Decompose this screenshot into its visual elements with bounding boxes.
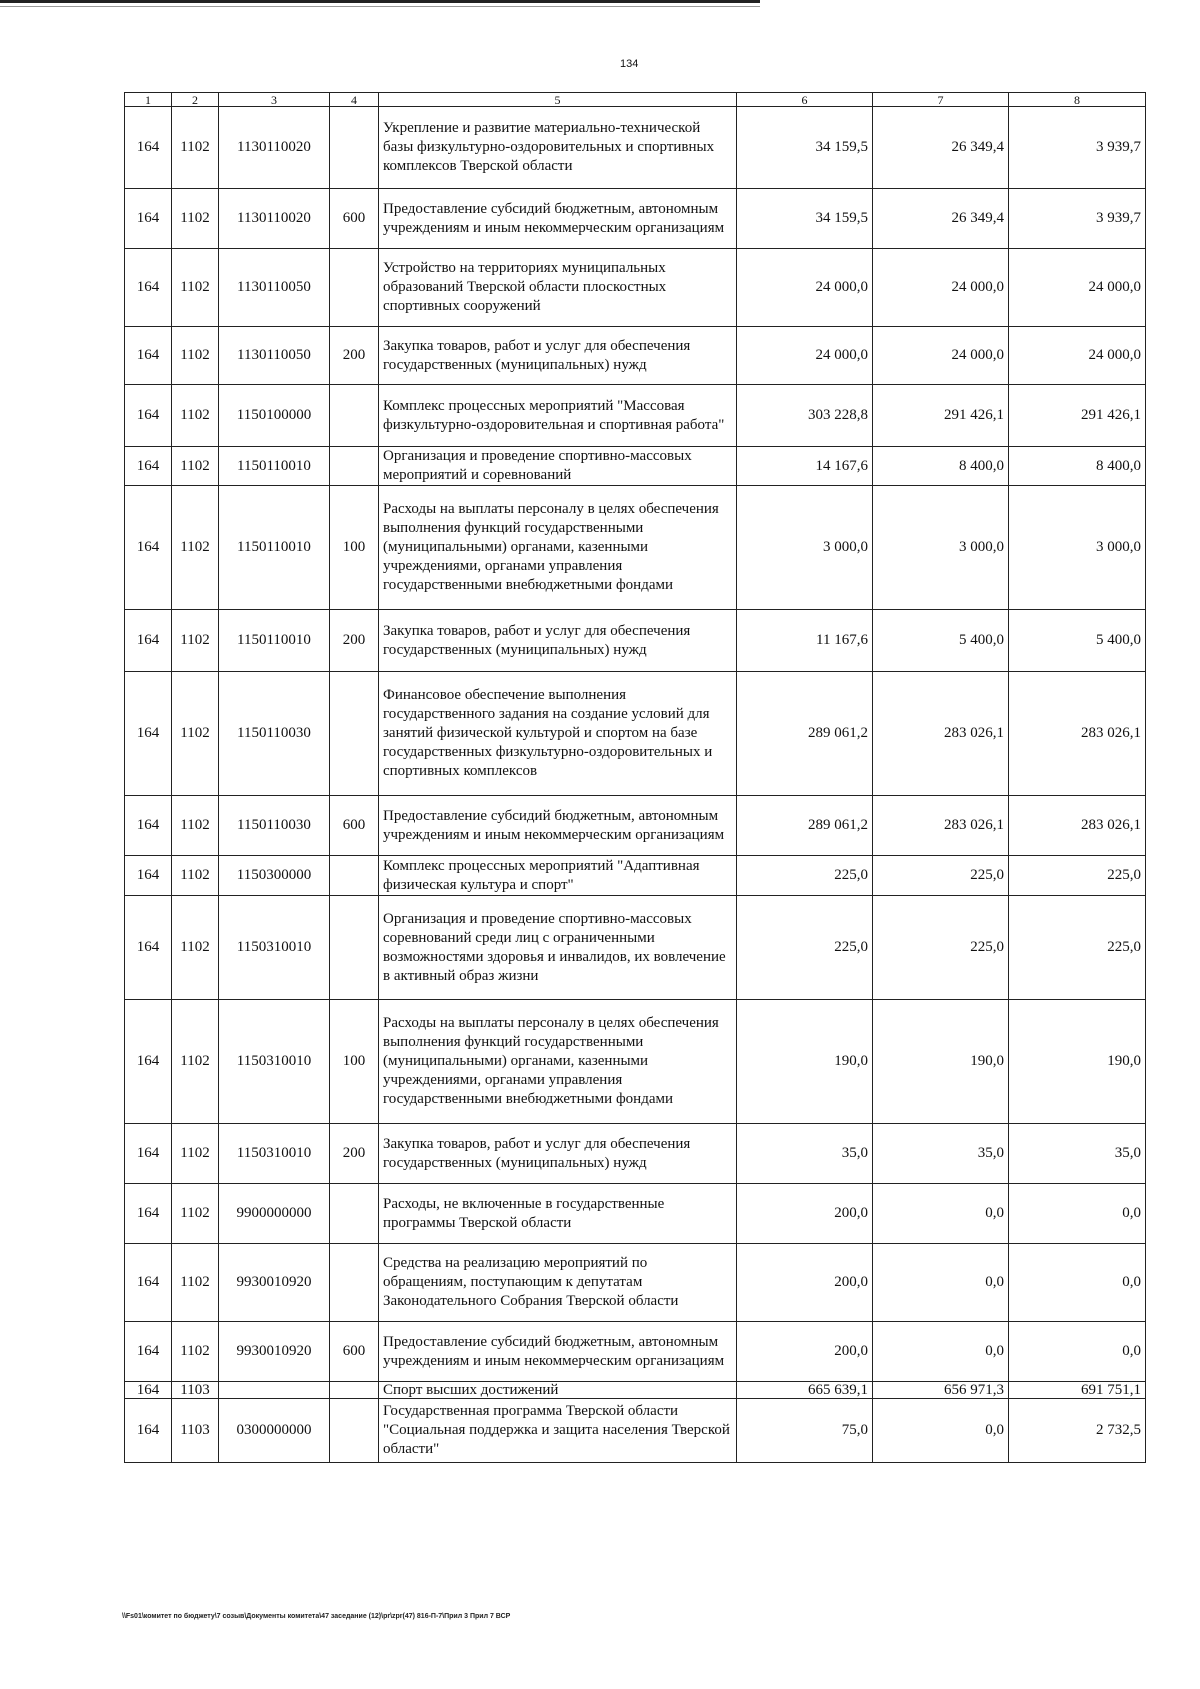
amount-col7-cell: 0,0 [873,1399,1009,1463]
amount-col7-cell: 0,0 [873,1184,1009,1244]
description-cell: Расходы на выплаты персоналу в целях обеспечения выполнения функций государственными (муниципальными) органами, казенными учреждениями, органами управления государственными внебюджетными фондами [379,1000,737,1124]
expense-type-cell [330,249,379,327]
amount-col6-cell: 75,0 [737,1399,873,1463]
section-code-cell: 1102 [172,1000,219,1124]
amount-col6-cell: 225,0 [737,896,873,1000]
expense-type-cell [330,385,379,447]
amount-col6-cell: 200,0 [737,1244,873,1322]
table-row [125,385,1146,447]
amount-col7-cell: 26 349,4 [873,107,1009,189]
section-code-cell: 1102 [172,1124,219,1184]
amount-col8-cell: 291 426,1 [1009,385,1146,447]
target-article-cell: 9900000000 [219,1184,330,1244]
amount-col7-cell: 26 349,4 [873,189,1009,249]
target-article-cell: 1150110010 [219,610,330,672]
amount-col6-cell: 11 167,6 [737,610,873,672]
page-number: 134 [620,58,639,70]
amount-col6-cell: 665 639,1 [737,1382,873,1399]
description-cell: Предоставление субсидий бюджетным, автономным учреждениям и иным некоммерческим организациям [379,796,737,856]
amount-col6-cell: 289 061,2 [737,672,873,796]
ministry-code-cell: 164 [125,1382,172,1399]
expense-type-cell: 200 [330,327,379,385]
target-article-cell: 1150310010 [219,1000,330,1124]
section-code-cell: 1102 [172,486,219,610]
column-number: 2 [172,93,219,107]
table-row [125,1124,1146,1184]
section-code-cell: 1102 [172,447,219,486]
description-cell: Государственная программа Тверской области "Социальная поддержка и защита населения Тверской области" [379,1399,737,1463]
column-number-row [125,93,1146,107]
amount-col7-cell: 190,0 [873,1000,1009,1124]
column-number: 7 [873,93,1009,107]
target-article-cell: 1150300000 [219,856,330,896]
description-cell: Расходы на выплаты персоналу в целях обеспечения выполнения функций государственными (муниципальными) органами, казенными учреждениями, органами управления государственными внебюджетными фондами [379,486,737,610]
amount-col8-cell: 283 026,1 [1009,796,1146,856]
amount-col8-cell: 0,0 [1009,1244,1146,1322]
table-row [125,1322,1146,1382]
section-code-cell: 1102 [172,856,219,896]
amount-col7-cell: 35,0 [873,1124,1009,1184]
section-code-cell: 1102 [172,385,219,447]
expense-type-cell [330,856,379,896]
table-row [125,1244,1146,1322]
target-article-cell: 1150100000 [219,385,330,447]
amount-col8-cell: 691 751,1 [1009,1382,1146,1399]
description-cell: Организация и проведение спортивно-массовых соревнований среди лиц с ограниченными возможностями здоровья и инвалидов, их вовлечение в активный образ жизни [379,896,737,1000]
amount-col6-cell: 24 000,0 [737,327,873,385]
description-cell: Предоставление субсидий бюджетным, автономным учреждениям и иным некоммерческим организациям [379,1322,737,1382]
ministry-code-cell: 164 [125,189,172,249]
ministry-code-cell: 164 [125,327,172,385]
section-code-cell: 1102 [172,610,219,672]
amount-col7-cell: 3 000,0 [873,486,1009,610]
amount-col8-cell: 3 939,7 [1009,107,1146,189]
section-code-cell: 1102 [172,896,219,1000]
description-cell: Организация и проведение спортивно-массовых мероприятий и соревнований [379,447,737,486]
amount-col6-cell: 34 159,5 [737,189,873,249]
expense-type-cell: 200 [330,610,379,672]
amount-col7-cell: 225,0 [873,896,1009,1000]
target-article-cell: 1130110020 [219,107,330,189]
table-row [125,486,1146,610]
target-article-cell: 1130110020 [219,189,330,249]
table-row [125,447,1146,486]
expense-type-cell [330,1399,379,1463]
amount-col8-cell: 24 000,0 [1009,327,1146,385]
ministry-code-cell: 164 [125,1399,172,1463]
amount-col8-cell: 0,0 [1009,1184,1146,1244]
ministry-code-cell: 164 [125,447,172,486]
table-row [125,107,1146,189]
amount-col8-cell: 3 000,0 [1009,486,1146,610]
description-cell: Финансовое обеспечение выполнения государственного задания на создание условий для занятий физической культурой и спортом на базе государственных физкультурно-оздоровительных и спортивных комплексов [379,672,737,796]
section-code-cell: 1102 [172,107,219,189]
description-cell: Предоставление субсидий бюджетным, автономным учреждениям и иным некоммерческим организациям [379,189,737,249]
amount-col7-cell: 0,0 [873,1244,1009,1322]
description-cell: Закупка товаров, работ и услуг для обеспечения государственных (муниципальных) нужд [379,327,737,385]
expense-type-cell: 100 [330,1000,379,1124]
amount-col8-cell: 225,0 [1009,896,1146,1000]
amount-col7-cell: 5 400,0 [873,610,1009,672]
ministry-code-cell: 164 [125,486,172,610]
ministry-code-cell: 164 [125,1124,172,1184]
amount-col8-cell: 3 939,7 [1009,189,1146,249]
ministry-code-cell: 164 [125,249,172,327]
description-cell: Средства на реализацию мероприятий по обращениям, поступающим к депутатам Законодательного Собрания Тверской области [379,1244,737,1322]
amount-col8-cell: 24 000,0 [1009,249,1146,327]
section-code-cell: 1102 [172,249,219,327]
scan-top-line-thin [0,6,760,7]
ministry-code-cell: 164 [125,385,172,447]
table-row [125,327,1146,385]
scan-top-line [0,0,760,3]
amount-col6-cell: 35,0 [737,1124,873,1184]
ministry-code-cell: 164 [125,1244,172,1322]
section-code-cell: 1102 [172,1322,219,1382]
target-article-cell: 9930010920 [219,1322,330,1382]
table-row [125,856,1146,896]
section-code-cell: 1102 [172,1184,219,1244]
amount-col8-cell: 225,0 [1009,856,1146,896]
target-article-cell: 1130110050 [219,327,330,385]
amount-col6-cell: 24 000,0 [737,249,873,327]
amount-col6-cell: 34 159,5 [737,107,873,189]
table-row [125,1382,1146,1399]
expense-type-cell: 100 [330,486,379,610]
amount-col8-cell: 8 400,0 [1009,447,1146,486]
target-article-cell: 1130110050 [219,249,330,327]
description-cell: Устройство на территориях муниципальных образований Тверской области плоскостных спортивных сооружений [379,249,737,327]
ministry-code-cell: 164 [125,1322,172,1382]
expense-type-cell [330,1184,379,1244]
amount-col7-cell: 291 426,1 [873,385,1009,447]
ministry-code-cell: 164 [125,856,172,896]
column-number: 3 [219,93,330,107]
ministry-code-cell: 164 [125,796,172,856]
amount-col6-cell: 289 061,2 [737,796,873,856]
amount-col8-cell: 190,0 [1009,1000,1146,1124]
expense-type-cell [330,447,379,486]
amount-col8-cell: 0,0 [1009,1322,1146,1382]
amount-col8-cell: 35,0 [1009,1124,1146,1184]
description-cell: Комплекс процессных мероприятий "Массовая физкультурно-оздоровительная и спортивная работа" [379,385,737,447]
section-code-cell: 1102 [172,327,219,385]
table-row [125,896,1146,1000]
amount-col7-cell: 24 000,0 [873,327,1009,385]
table-row [125,249,1146,327]
expense-type-cell [330,1244,379,1322]
amount-col7-cell: 656 971,3 [873,1382,1009,1399]
table-row [125,1399,1146,1463]
section-code-cell: 1102 [172,672,219,796]
table-row [125,610,1146,672]
amount-col7-cell: 225,0 [873,856,1009,896]
amount-col7-cell: 24 000,0 [873,249,1009,327]
column-number: 4 [330,93,379,107]
section-code-cell: 1102 [172,796,219,856]
amount-col6-cell: 14 167,6 [737,447,873,486]
expense-type-cell [330,1382,379,1399]
amount-col6-cell: 3 000,0 [737,486,873,610]
expense-type-cell: 600 [330,796,379,856]
column-number: 6 [737,93,873,107]
amount-col6-cell: 303 228,8 [737,385,873,447]
table-row [125,189,1146,249]
amount-col6-cell: 200,0 [737,1322,873,1382]
expense-type-cell: 600 [330,1322,379,1382]
expense-type-cell [330,896,379,1000]
table-row [125,1000,1146,1124]
ministry-code-cell: 164 [125,672,172,796]
ministry-code-cell: 164 [125,896,172,1000]
ministry-code-cell: 164 [125,1184,172,1244]
target-article-cell: 1150110030 [219,796,330,856]
description-cell: Закупка товаров, работ и услуг для обеспечения государственных (муниципальных) нужд [379,1124,737,1184]
target-article-cell: 9930010920 [219,1244,330,1322]
target-article-cell: 1150310010 [219,1124,330,1184]
description-cell: Укрепление и развитие материально-технической базы физкультурно-оздоровительных и спортивных комплексов Тверской области [379,107,737,189]
file-path-footer: \\Fs01\комитет по бюджету\7 созыв\Документы комитета\47 заседание (12)\pr\zpr(47) 816-П-7\Прил 3 Прил 7 ВСР [122,1613,511,1620]
section-code-cell: 1103 [172,1399,219,1463]
target-article-cell: 1150110010 [219,447,330,486]
description-cell: Спорт высших достижений [379,1382,737,1399]
description-cell: Расходы, не включенные в государственные программы Тверской области [379,1184,737,1244]
target-article-cell [219,1382,330,1399]
amount-col7-cell: 283 026,1 [873,672,1009,796]
ministry-code-cell: 164 [125,107,172,189]
table-row [125,672,1146,796]
target-article-cell: 0300000000 [219,1399,330,1463]
amount-col7-cell: 8 400,0 [873,447,1009,486]
target-article-cell: 1150110010 [219,486,330,610]
amount-col7-cell: 0,0 [873,1322,1009,1382]
expense-type-cell: 200 [330,1124,379,1184]
ministry-code-cell: 164 [125,1000,172,1124]
target-article-cell: 1150110030 [219,672,330,796]
amount-col6-cell: 200,0 [737,1184,873,1244]
amount-col8-cell: 5 400,0 [1009,610,1146,672]
amount-col6-cell: 225,0 [737,856,873,896]
table-row [125,1184,1146,1244]
expense-type-cell: 600 [330,189,379,249]
target-article-cell: 1150310010 [219,896,330,1000]
description-cell: Закупка товаров, работ и услуг для обеспечения государственных (муниципальных) нужд [379,610,737,672]
table-row [125,796,1146,856]
section-code-cell: 1102 [172,189,219,249]
ministry-code-cell: 164 [125,610,172,672]
expense-type-cell [330,107,379,189]
expense-type-cell [330,672,379,796]
column-number: 8 [1009,93,1146,107]
column-number: 5 [379,93,737,107]
section-code-cell: 1103 [172,1382,219,1399]
amount-col7-cell: 283 026,1 [873,796,1009,856]
description-cell: Комплекс процессных мероприятий "Адаптивная физическая культура и спорт" [379,856,737,896]
amount-col8-cell: 2 732,5 [1009,1399,1146,1463]
amount-col6-cell: 190,0 [737,1000,873,1124]
amount-col8-cell: 283 026,1 [1009,672,1146,796]
section-code-cell: 1102 [172,1244,219,1322]
budget-table [124,92,1146,1463]
column-number: 1 [125,93,172,107]
